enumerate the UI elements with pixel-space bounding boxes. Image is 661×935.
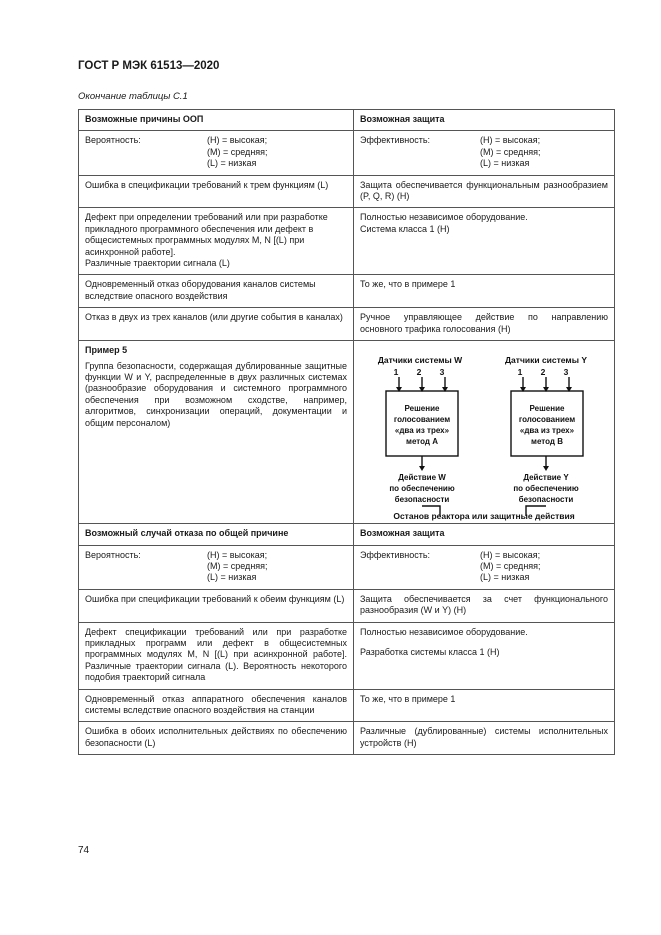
probability-cell [79, 545, 354, 589]
table-row [79, 689, 615, 722]
table-row [79, 131, 615, 175]
channel-label: 2 [540, 367, 546, 378]
protection-line: Полностью независимое оборудование. [360, 212, 528, 223]
eff-low: (L) = низкая [480, 158, 530, 169]
document-header: ГОСТ Р МЭК 61513—2020 [78, 60, 220, 72]
col-header-failure-case: Возможный случай отказа по общей причине [79, 524, 354, 545]
example-title: Пример 5 [85, 345, 128, 356]
cause-line: Различные траектории сигнала (L) [85, 258, 230, 269]
prob-low: (L) = низкая [207, 158, 257, 169]
box-a-line: «два из трех» [394, 426, 450, 436]
table-row [79, 208, 615, 275]
col-header-protection: Возможная защита [354, 524, 615, 545]
sensors-y-label: Датчики системы Y [505, 355, 587, 366]
effectiveness-cell [354, 545, 615, 589]
cause-cell: Ошибка в спецификации требований к трем функциям (L) [79, 175, 354, 208]
cause-cell [79, 208, 354, 275]
table-row [79, 175, 615, 208]
protection-cell: Ручное управляющее действие по направлению основного трафика голосования (H) [354, 308, 615, 341]
prob-medium: (M) = средняя; [207, 146, 268, 157]
prob-low: (L) = низкая [207, 572, 257, 583]
channel-label: 3 [439, 367, 445, 378]
eff-medium: (M) = средняя; [480, 560, 541, 571]
probability-label: Вероятность: [85, 549, 141, 560]
effectiveness-cell [354, 131, 615, 175]
cause-cell: Ошибка в обоих исполнительных действиях по обеспечению безопасности (L) [79, 722, 354, 755]
cause-cell: Ошибка при спецификации требований к обеим функциям (L) [79, 589, 354, 622]
table-row [79, 524, 615, 545]
action-y-line: Действие Y [523, 473, 569, 483]
cause-protection-table [78, 109, 615, 755]
channel-label: 1 [393, 367, 399, 378]
table-row [79, 341, 615, 524]
protection-cell: Различные (дублированные) системы исполнительных устройств (H) [354, 722, 615, 755]
probability-label: Вероятность: [85, 135, 141, 146]
arrow-head [419, 466, 425, 471]
cause-cell: Одновременный отказ аппаратного обеспечения каналов системы вследствие опасного воздействия на станции [79, 689, 354, 722]
table-row [79, 545, 615, 589]
voting-diagram [356, 345, 612, 521]
voting-diagram-svg [356, 345, 618, 521]
action-w-line: Действие W [398, 473, 446, 483]
channel-label: 2 [416, 367, 422, 378]
channel-label: 3 [563, 367, 569, 378]
action-w-line: по обеспечению [389, 484, 455, 494]
table-row [79, 110, 615, 131]
box-a-line: Решение [404, 404, 440, 414]
diagram-cell [354, 341, 615, 524]
eff-high: (H) = высокая; [480, 549, 541, 560]
box-a-line: голосованием [393, 415, 451, 425]
protection-line: Полностью независимое оборудование. [360, 626, 528, 637]
protection-cell: То же, что в примере 1 [354, 689, 615, 722]
effectiveness-label: Эффективность: [360, 135, 431, 146]
table-row [79, 622, 615, 689]
cause-cell: Дефект спецификации требований или при разработке прикладных программ или дефект в общесистемных программных модулях M, N [(L) при асинхронной работе]. Различные траектории сигнала (L). Вероятность некоторого подобия траекторий сигнала [79, 622, 354, 689]
cause-line: Дефект при определении требований или при разработке прикладного программного обеспечения или дефект в общесистемных программных модулях M, N [(L) при асинхронной работе]. [85, 212, 328, 257]
protection-cell: Защита обеспечивается функциональным разнообразием (P, Q, R) (H) [354, 175, 615, 208]
action-y-line: безопасности [518, 495, 574, 505]
box-b-line: метод B [531, 437, 563, 447]
effectiveness-label: Эффективность: [360, 549, 431, 560]
cause-cell: Одновременный отказ оборудования каналов системы вследствие опасного воздействия [79, 275, 354, 308]
prob-high: (H) = высокая; [207, 135, 268, 146]
box-a-line: метод A [406, 437, 438, 447]
example-cell [79, 341, 354, 524]
table-row [79, 275, 615, 308]
protection-line: Система класса 1 (H) [360, 223, 450, 234]
probability-cell [79, 131, 354, 175]
action-y-line: по обеспечению [513, 484, 579, 494]
action-w-line: безопасности [394, 495, 450, 505]
col-header-causes: Возможные причины ООП [79, 110, 354, 131]
table-row [79, 722, 615, 755]
box-b-line: голосованием [518, 415, 576, 425]
eff-high: (H) = высокая; [480, 135, 541, 146]
protection-cell: Защита обеспечивается за счет функционального разнообразия (W и Y) (H) [354, 589, 615, 622]
eff-low: (L) = низкая [480, 572, 530, 583]
page-number: 74 [78, 845, 90, 856]
result-label: Останов реактора или защитные действия [393, 511, 575, 522]
protection-line: Разработка системы класса 1 (H) [360, 646, 500, 657]
protection-cell: То же, что в примере 1 [354, 275, 615, 308]
table-caption: Окончание таблицы С.1 [78, 91, 188, 102]
col-header-protection: Возможная защита [354, 110, 615, 131]
arrow-head [543, 466, 549, 471]
table-row [79, 308, 615, 341]
protection-cell [354, 208, 615, 275]
box-b-line: Решение [529, 404, 565, 414]
example-text: Группа безопасности, содержащая дублированные защитные функции W и Y, распределенные в двух различных системах (разнообразие оборудования и системного программного обеспечения при возможном сходстве, например, алгоритмов, синхронизации операций, документации и общим персоналом) [85, 360, 347, 428]
eff-medium: (M) = средняя; [480, 146, 541, 157]
table-row [79, 589, 615, 622]
box-b-line: «два из трех» [519, 426, 575, 436]
cause-cell: Отказ в двух из трех каналов (или другие события в каналах) [79, 308, 354, 341]
protection-cell [354, 622, 615, 689]
prob-high: (H) = высокая; [207, 549, 268, 560]
prob-medium: (M) = средняя; [207, 560, 268, 571]
channel-label: 1 [517, 367, 523, 378]
sensors-w-label: Датчики системы W [377, 355, 463, 366]
